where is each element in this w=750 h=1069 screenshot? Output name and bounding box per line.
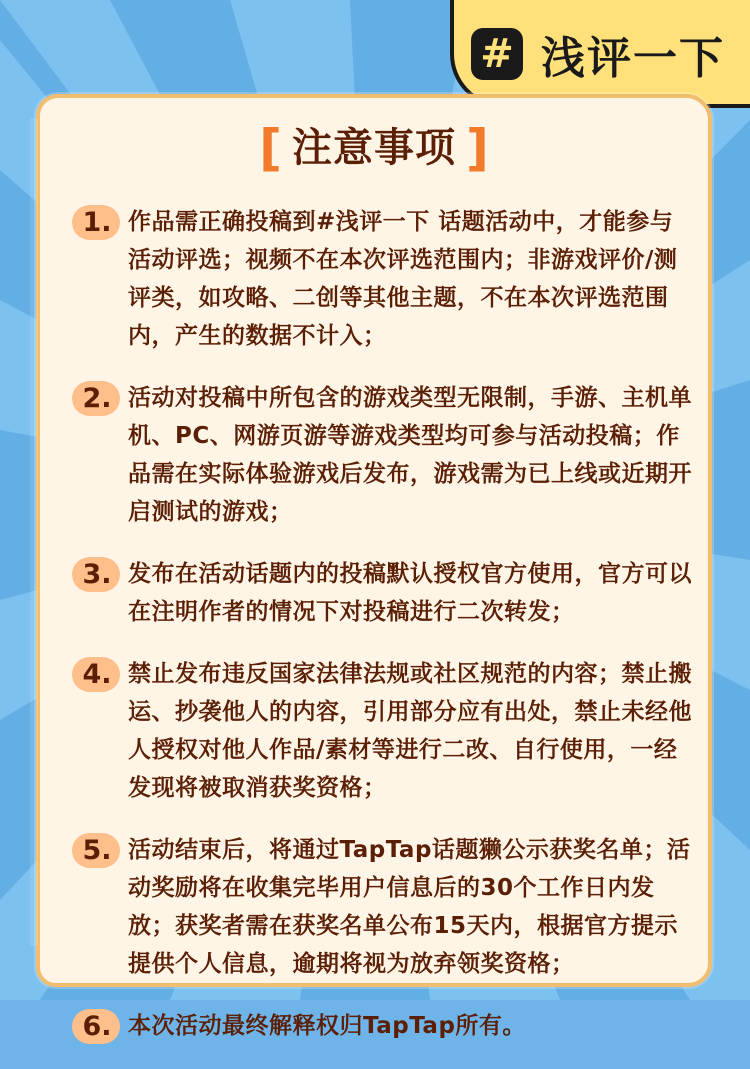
hashtag-icon: # bbox=[471, 28, 523, 80]
rule-text: 禁止发布违反国家法律法规或社区规范的内容；禁止搬运、抄袭他人的内容，引用部分应有出处，禁止未经他人授权对他人作品/素材等进行二改、自行使用，一经发现将被取消获奖资格； bbox=[128, 661, 692, 801]
rule-item-4 bbox=[72, 655, 692, 807]
notice-card bbox=[36, 94, 712, 1042]
rule-item-3 bbox=[72, 555, 692, 631]
rule-text: 活动结束后，将通过TapTap话题獭公示获奖名单；活动奖励将在收集完毕用户信息后的30个工作日内发放；获奖者需在获奖名单公布15天内，根据官方提示提供个人信息，逾期将视为放弃领奖资格； bbox=[128, 837, 691, 977]
page-title: 注意事项 bbox=[292, 125, 456, 171]
rule-number-badge: 1. bbox=[72, 205, 120, 240]
rule-number-badge: 5. bbox=[72, 833, 120, 868]
rule-number-badge: 3. bbox=[72, 557, 120, 592]
rule-number-badge: 2. bbox=[72, 381, 120, 416]
rule-item-2 bbox=[72, 379, 692, 531]
title-row bbox=[40, 119, 708, 177]
rule-number-badge: 6. bbox=[72, 1009, 120, 1044]
rule-item-1 bbox=[72, 203, 692, 355]
rule-text: 发布在活动话题内的投稿默认授权官方使用，官方可以在注明作者的情况下对投稿进行二次转发； bbox=[128, 561, 692, 625]
rule-text: 本次活动最终解释权归TapTap所有。 bbox=[128, 1013, 526, 1039]
rules-list bbox=[72, 203, 692, 1069]
rule-number-badge: 4. bbox=[72, 657, 120, 692]
title-left-bracket: [ bbox=[259, 119, 282, 177]
topic-tag-label: 浅评一下 bbox=[541, 33, 725, 84]
rule-text: 活动对投稿中所包含的游戏类型无限制，手游、主机单机、PC、网游页游等游戏类型均可参与活动投稿；作品需在实际体验游戏后发布，游戏需为已上线或近期开启测试的游戏； bbox=[128, 385, 692, 525]
title-right-bracket: ] bbox=[466, 119, 489, 177]
topic-tag bbox=[450, 0, 750, 108]
rule-text: 作品需正确投稿到#浅评一下 话题活动中，才能参与活动评选；视频不在本次评选范围内；非游戏评价/测评类，如攻略、二创等其他主题，不在本次评选范围内，产生的数据不计入； bbox=[128, 209, 678, 349]
rule-item-6 bbox=[72, 1007, 692, 1045]
rule-item-5 bbox=[72, 831, 692, 983]
